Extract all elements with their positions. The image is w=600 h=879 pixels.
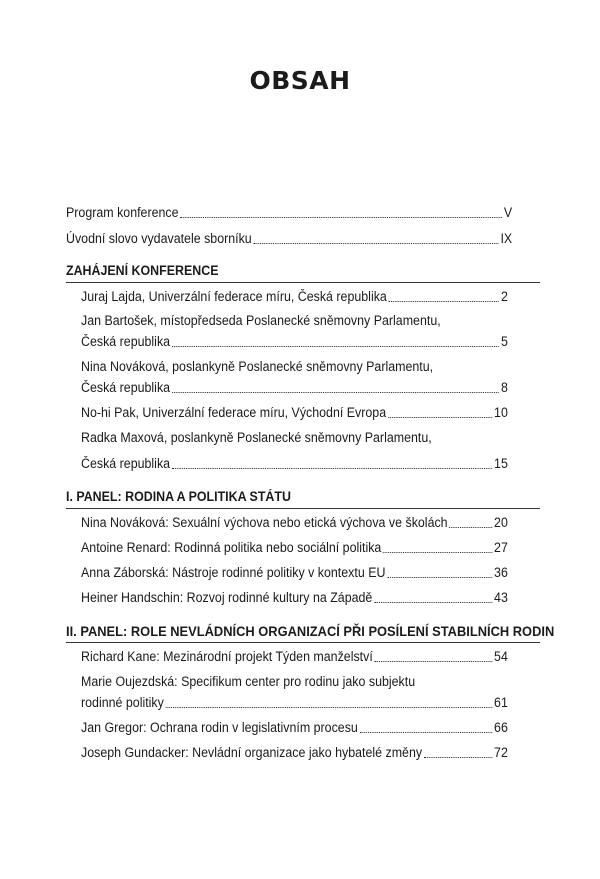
entry-text: Nina Nováková, poslankyně Poslanecké sněmovny Parlamentu, [81, 359, 434, 374]
entry-page: 8 [500, 380, 508, 395]
toc-entry [81, 744, 508, 762]
entry-page: 2 [500, 289, 508, 304]
toc-entry [81, 539, 508, 557]
leader-dots [254, 243, 499, 244]
leader-dots [388, 417, 492, 418]
leader-dots [389, 301, 499, 302]
leader-dots [172, 392, 499, 393]
toc-entry [81, 379, 508, 397]
entry-text: Heiner Handschin: Rozvoj rodinné kultury na Západě [81, 590, 373, 605]
leader-dots [360, 732, 493, 733]
entry-page: 54 [494, 649, 508, 664]
entry-text: rodinné politiky [81, 695, 164, 710]
toc-entry [81, 288, 508, 306]
entry-page: 36 [494, 565, 508, 580]
entry-text: Úvodní slovo vydavatele sborníku [66, 231, 252, 246]
entry-text: Radka Maxová, poslankyně Poslanecké sněmovny Parlamentu, [81, 430, 432, 445]
entry-text: Antoine Renard: Rodinná politika nebo sociální politika [81, 540, 382, 555]
leader-dots [166, 707, 493, 708]
leader-dots [387, 577, 492, 578]
entry-text: Česká republika [81, 334, 171, 349]
section-rule [66, 508, 540, 509]
leader-dots [383, 552, 492, 553]
entry-text: No-hi Pak, Univerzální federace míru, Východní Evropa [81, 405, 387, 420]
entry-text: Česká republika [81, 456, 171, 471]
leader-dots [449, 527, 492, 528]
entry-text: Česká republika [81, 380, 171, 395]
entry-text: Juraj Lajda, Univerzální federace míru, Česká republika [81, 289, 387, 304]
section-heading: I. PANEL: RODINA A POLITIKA STÁTU [66, 489, 291, 504]
leader-dots [424, 757, 492, 758]
entry-page: IX [500, 231, 513, 246]
entry-page: 20 [494, 515, 508, 530]
toc-entry [81, 455, 508, 473]
leader-dots [180, 217, 502, 218]
toc-entry [66, 204, 512, 222]
entry-page: 27 [494, 540, 508, 555]
toc-entry [66, 230, 512, 248]
entry-page: 66 [494, 720, 508, 735]
toc-entry [81, 589, 508, 607]
section-heading: II. PANEL: ROLE NEVLÁDNÍCH ORGANIZACÍ PŘI POSÍLENÍ STABILNÍCH RODIN [66, 623, 555, 639]
toc-entry [81, 648, 508, 666]
entry-page: 43 [494, 590, 508, 605]
toc-entry [81, 404, 508, 422]
entry-page: 72 [494, 745, 508, 760]
entry-text: Jan Bartošek, místopředseda Poslanecké sněmovny Parlamentu, [81, 313, 441, 328]
leader-dots [375, 661, 493, 662]
entry-page: 5 [500, 334, 508, 349]
toc-entry [81, 564, 508, 582]
entry-page: V [503, 205, 513, 220]
entry-text: Program konference [66, 205, 179, 220]
leader-dots [172, 468, 492, 469]
entry-text: Marie Oujezdská: Specifikum center pro rodinu jako subjektu [81, 674, 416, 689]
section-rule [66, 282, 540, 283]
leader-dots [172, 346, 499, 347]
page-title: OBSAH [249, 66, 351, 95]
leader-dots [374, 602, 492, 603]
toc-entry [81, 514, 508, 532]
entry-page: 10 [494, 405, 508, 420]
entry-page: 15 [494, 456, 508, 471]
entry-text: Anna Záborská: Nástroje rodinné politiky v kontextu EU [81, 565, 386, 580]
section-rule [66, 642, 540, 643]
entry-text: Richard Kane: Mezinárodní projekt Týden manželství [81, 649, 373, 664]
entry-text: Joseph Gundacker: Nevládní organizace jako hybatelé změny [81, 745, 423, 760]
toc-entry [81, 333, 508, 351]
entry-text: Nina Nováková: Sexuální výchova nebo etická výchova ve školách [81, 515, 448, 530]
entry-text: Jan Gregor: Ochrana rodin v legislativním procesu [81, 720, 358, 735]
toc-entry [81, 719, 508, 737]
entry-page: 61 [494, 695, 508, 710]
section-heading: ZAHÁJENÍ KONFERENCE [66, 263, 219, 278]
toc-entry [81, 694, 508, 712]
